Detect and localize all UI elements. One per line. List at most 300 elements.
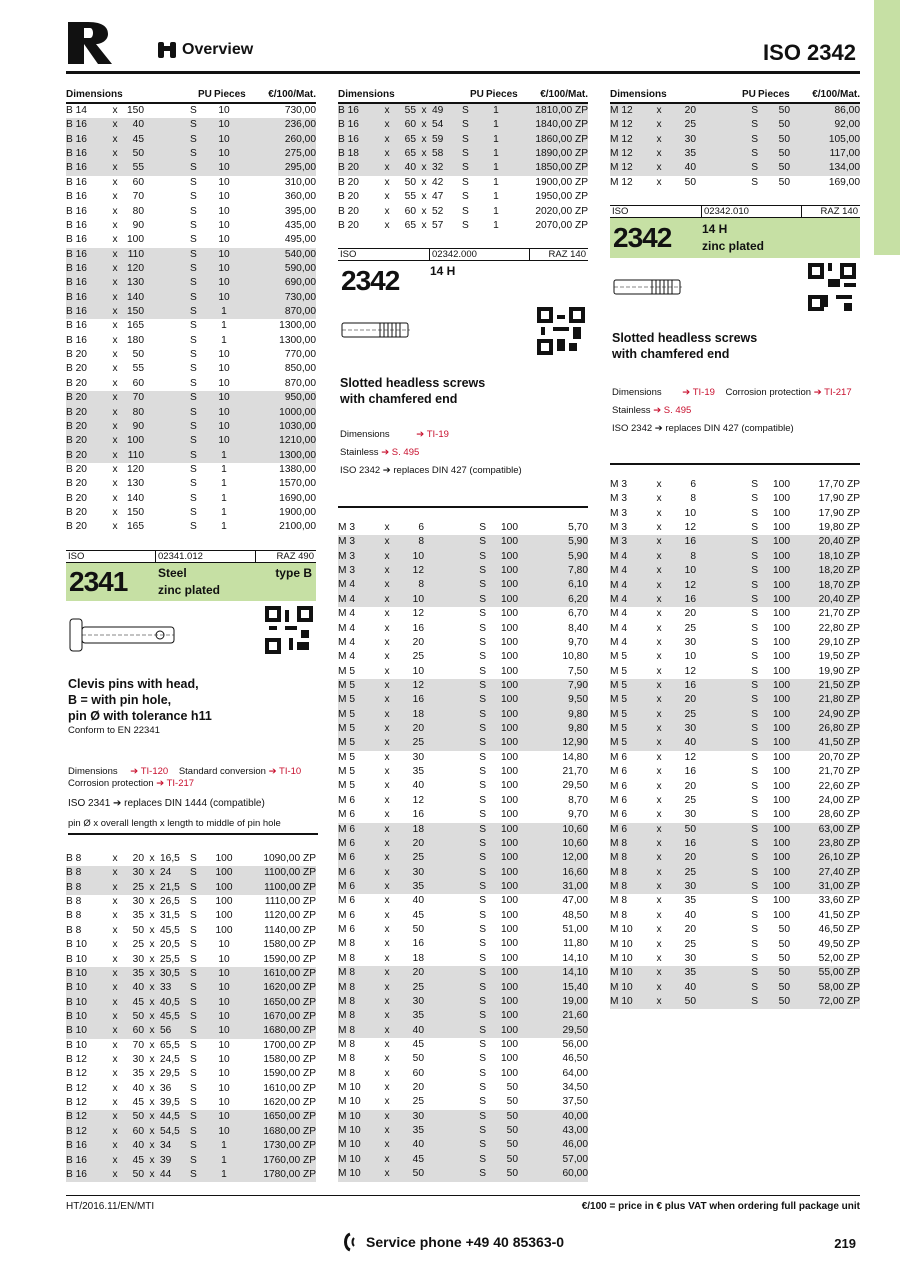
table-row[interactable] — [66, 909, 316, 923]
table-row[interactable] — [610, 535, 860, 549]
cell-length2: 54,5 — [160, 1125, 180, 1137]
product-number: 2342 — [341, 265, 400, 296]
cell-x: x — [112, 406, 118, 418]
cell-x: x — [421, 191, 427, 203]
table-row[interactable] — [66, 953, 316, 967]
cell-x: x — [149, 1054, 155, 1066]
table-row[interactable] — [338, 1124, 588, 1138]
table-row[interactable] — [338, 1081, 588, 1095]
table-row[interactable] — [610, 880, 860, 894]
table-row[interactable] — [338, 1138, 588, 1152]
table-row[interactable] — [610, 176, 860, 190]
cell-price: 1680,00 ZP — [263, 1125, 316, 1137]
section-tab[interactable] — [874, 0, 900, 255]
table-row[interactable] — [66, 1039, 316, 1053]
cell-length2 — [160, 219, 190, 233]
table-row[interactable] — [610, 780, 860, 794]
cell-length2: 54 — [432, 119, 444, 131]
cell-length: 140 — [127, 492, 144, 504]
cell-length: 16 — [684, 837, 696, 849]
table-row[interactable] — [338, 1038, 588, 1052]
table-row[interactable] — [66, 291, 316, 305]
table-row[interactable] — [338, 722, 588, 736]
cell-x: x — [656, 881, 662, 893]
cell-x: x — [384, 1125, 390, 1137]
table-row[interactable] — [338, 823, 588, 837]
cell-price: 33,60 ZP — [818, 895, 860, 907]
table-row[interactable] — [610, 765, 860, 779]
table-row[interactable] — [66, 1110, 316, 1124]
table-row[interactable] — [66, 1010, 316, 1024]
cell-pu: S — [751, 622, 758, 634]
table-row[interactable] — [338, 1095, 588, 1109]
table-row[interactable] — [610, 478, 860, 492]
table-row[interactable] — [66, 1154, 316, 1168]
cell-x: x — [384, 219, 390, 231]
cell-x: x — [149, 896, 155, 908]
cell-length2 — [160, 147, 190, 161]
cell-pieces: 50 — [506, 1096, 518, 1108]
cell-pu: S — [190, 1039, 197, 1051]
table-row[interactable] — [338, 765, 588, 779]
dimensions-label: Dimensions — [612, 387, 662, 398]
cell-x: x — [384, 622, 390, 634]
table-row[interactable] — [66, 205, 316, 219]
table-row[interactable] — [66, 161, 316, 175]
table-row[interactable] — [338, 851, 588, 865]
table-row[interactable] — [610, 579, 860, 593]
cell-size: B 20 — [338, 176, 359, 188]
table-row[interactable] — [338, 751, 588, 765]
cell-length2 — [160, 305, 190, 319]
table-row[interactable] — [66, 1053, 316, 1067]
cell-price: 21,60 — [562, 1010, 588, 1022]
stainless-link[interactable]: ➔ S. 495 — [653, 405, 692, 416]
table-row[interactable] — [610, 679, 860, 693]
table-col2-top — [338, 86, 588, 233]
table-row[interactable] — [610, 118, 860, 132]
cell-pu: S — [479, 1153, 486, 1165]
table-row[interactable] — [338, 622, 588, 636]
table-row[interactable] — [610, 995, 860, 1009]
cell-length: 20 — [684, 924, 696, 936]
table-row[interactable] — [610, 492, 860, 506]
table-row[interactable] — [66, 1024, 316, 1038]
cell-length2 — [160, 362, 190, 376]
cell-x — [144, 492, 160, 506]
table-row[interactable] — [66, 852, 316, 866]
table-row[interactable] — [610, 736, 860, 750]
table-row[interactable] — [338, 133, 588, 147]
table-row[interactable] — [610, 823, 860, 837]
table-row[interactable] — [338, 593, 588, 607]
table-row[interactable] — [338, 808, 588, 822]
qr-code-2342-zinc[interactable] — [808, 263, 856, 311]
table-row[interactable] — [338, 147, 588, 161]
table-row[interactable] — [338, 161, 588, 175]
cell-x: x — [112, 463, 118, 475]
cell-length: 25 — [684, 794, 696, 806]
table-row[interactable] — [66, 334, 316, 348]
table-row[interactable] — [66, 276, 316, 290]
cell-pieces: 50 — [506, 1125, 518, 1137]
table-row[interactable] — [338, 894, 588, 908]
cell-price: 26,10 ZP — [818, 852, 860, 864]
table-row[interactable] — [338, 564, 588, 578]
cell-size: M 12 — [610, 133, 633, 145]
table-row[interactable] — [66, 362, 316, 376]
cell-pieces: 1 — [493, 219, 499, 231]
cell-length: 20 — [412, 837, 424, 849]
cell-size: M 5 — [338, 694, 355, 706]
cell-x: x — [112, 176, 118, 188]
cell-price: 2020,00 ZP — [535, 205, 588, 217]
table-row[interactable] — [610, 564, 860, 578]
cell-pieces: 10 — [218, 162, 230, 174]
cell-length: 10 — [412, 550, 424, 562]
cell-pu: S — [190, 392, 197, 404]
table-row[interactable] — [66, 248, 316, 262]
cell-size: B 12 — [66, 1111, 87, 1123]
cell-x: x — [149, 939, 155, 951]
cell-x: x — [112, 507, 118, 519]
cell-pieces: 100 — [773, 881, 790, 893]
cell-pieces: 100 — [773, 565, 790, 577]
table-row[interactable] — [610, 866, 860, 880]
table-row[interactable] — [610, 104, 860, 118]
table-row[interactable] — [338, 981, 588, 995]
cell-pu: S — [190, 1097, 197, 1109]
table-row[interactable] — [338, 1052, 588, 1066]
table-row[interactable] — [610, 636, 860, 650]
dimensions-label: Dimensions — [68, 766, 118, 777]
table-row[interactable] — [338, 736, 588, 750]
table-row[interactable] — [66, 434, 316, 448]
table-row[interactable] — [610, 622, 860, 636]
table-row[interactable] — [338, 665, 588, 679]
table-row[interactable] — [338, 104, 588, 118]
corrosion-link[interactable]: ➔ TI-217 — [156, 778, 195, 789]
table-row[interactable] — [610, 966, 860, 980]
table-row[interactable] — [66, 1082, 316, 1096]
qr-code-2341[interactable] — [265, 606, 313, 654]
cell-price: 2100,00 — [279, 521, 316, 533]
table-row[interactable] — [610, 161, 860, 175]
table-row[interactable] — [66, 1067, 316, 1081]
table-row[interactable] — [610, 521, 860, 535]
corrosion-link[interactable]: ➔ TI-217 — [813, 387, 852, 398]
table-row[interactable] — [338, 952, 588, 966]
cell-pieces: 100 — [501, 895, 518, 907]
cell-price: 24,00 ZP — [818, 794, 860, 806]
table-row[interactable] — [338, 995, 588, 1009]
table-row[interactable] — [610, 147, 860, 161]
cell-x: x — [384, 1010, 390, 1022]
cell-length: 35 — [412, 766, 424, 778]
table-row[interactable] — [338, 176, 588, 190]
cell-length: 35 — [412, 1125, 424, 1137]
qr-code-2342[interactable] — [537, 307, 585, 355]
table-row[interactable] — [338, 1110, 588, 1124]
table-row[interactable] — [338, 1009, 588, 1023]
table-row[interactable] — [338, 1024, 588, 1038]
cell-price: 1140,00 ZP — [264, 924, 316, 936]
table-row[interactable] — [338, 205, 588, 219]
table-row[interactable] — [66, 305, 316, 319]
table-row[interactable] — [66, 420, 316, 434]
cell-pu: S — [462, 205, 469, 217]
stainless-label: Stainless — [612, 405, 651, 416]
cell-x: x — [421, 133, 427, 145]
cell-length2 — [160, 520, 190, 534]
cell-pieces: 100 — [501, 522, 518, 533]
table-row[interactable] — [610, 923, 860, 937]
cell-pieces: 10 — [218, 248, 230, 260]
table-row[interactable] — [338, 909, 588, 923]
cell-price: 12,00 — [562, 852, 588, 864]
table-row[interactable] — [66, 520, 316, 534]
cell-pieces: 10 — [218, 1111, 230, 1123]
table-row[interactable] — [610, 981, 860, 995]
table-row[interactable] — [66, 967, 316, 981]
cell-x: x — [384, 866, 390, 878]
overview-link[interactable] — [156, 40, 253, 60]
cell-pieces: 100 — [215, 853, 233, 864]
top-rule — [66, 71, 860, 74]
cell-size: M 5 — [610, 737, 627, 749]
cell-length: 12 — [684, 665, 696, 677]
table-row[interactable] — [610, 851, 860, 865]
cell-price: 730,00 — [284, 291, 316, 303]
table-row[interactable] — [610, 665, 860, 679]
cell-length: 55 — [132, 363, 144, 375]
table-row[interactable] — [338, 866, 588, 880]
table-row[interactable] — [610, 837, 860, 851]
table-row[interactable] — [610, 808, 860, 822]
cell-pu: S — [751, 708, 758, 720]
table-row[interactable] — [66, 996, 316, 1010]
table-row[interactable] — [610, 550, 860, 564]
cell-size: M 5 — [338, 665, 355, 677]
table-row[interactable] — [66, 449, 316, 463]
table-row[interactable] — [610, 909, 860, 923]
cell-price: 92,00 — [834, 119, 860, 131]
table-row[interactable] — [610, 722, 860, 736]
table-row[interactable] — [610, 952, 860, 966]
table-row[interactable] — [338, 708, 588, 722]
table-row[interactable] — [338, 535, 588, 549]
cell-size: M 5 — [610, 694, 627, 706]
cell-length: 8 — [418, 579, 424, 591]
cell-size: B 20 — [66, 420, 87, 432]
table-row[interactable] — [610, 894, 860, 908]
table-row[interactable] — [66, 262, 316, 276]
table-row[interactable] — [66, 104, 316, 118]
table-row[interactable] — [338, 837, 588, 851]
cell-pu: S — [190, 291, 197, 303]
service-phone[interactable] — [340, 1232, 564, 1252]
table-row[interactable] — [610, 938, 860, 952]
table-row[interactable] — [338, 521, 588, 535]
table-row[interactable] — [338, 679, 588, 693]
cell-length2: 39 — [160, 1154, 172, 1166]
cell-size: M 10 — [338, 1153, 361, 1165]
table-row[interactable] — [338, 219, 588, 233]
cell-pieces: 100 — [773, 536, 790, 548]
cell-pieces: 1 — [493, 205, 499, 217]
table-row[interactable] — [610, 794, 860, 808]
table-row[interactable] — [66, 1096, 316, 1110]
table-row[interactable] — [66, 463, 316, 477]
table-row[interactable] — [338, 1167, 588, 1181]
table-row[interactable] — [66, 219, 316, 233]
cell-pu: S — [751, 723, 758, 735]
table-col1-top — [66, 86, 316, 535]
table-row[interactable] — [610, 133, 860, 147]
table-row[interactable] — [66, 506, 316, 520]
cell-pu: S — [190, 148, 197, 160]
table-row[interactable] — [610, 593, 860, 607]
cell-x — [144, 104, 160, 118]
cell-length: 90 — [132, 219, 144, 231]
table-row[interactable] — [66, 118, 316, 132]
cell-pu: S — [751, 608, 758, 620]
cell-x: x — [384, 148, 390, 160]
cell-price: 1620,00 ZP — [263, 1097, 316, 1109]
cell-pu: S — [479, 1110, 486, 1122]
cell-size: M 4 — [610, 608, 627, 620]
table-row[interactable] — [338, 966, 588, 980]
dimensions-link[interactable]: ➔ TI-19 — [416, 429, 449, 440]
table-row[interactable] — [66, 1125, 316, 1139]
cell-size: M 8 — [338, 938, 355, 950]
table-row[interactable] — [66, 147, 316, 161]
table-row[interactable] — [338, 1153, 588, 1167]
cell-x: x — [112, 377, 118, 389]
table-row[interactable] — [338, 550, 588, 564]
cell-pu: S — [479, 593, 486, 605]
cell-pieces: 1 — [221, 1168, 227, 1180]
table-row[interactable] — [66, 176, 316, 190]
table-row[interactable] — [338, 794, 588, 808]
table-row[interactable] — [610, 507, 860, 521]
table-row[interactable] — [338, 937, 588, 951]
dimensions-link[interactable]: ➔ TI-120 — [130, 766, 169, 777]
cell-pieces: 100 — [501, 995, 518, 1007]
cell-size: M 6 — [610, 780, 627, 792]
table-row[interactable] — [66, 981, 316, 995]
table-row[interactable] — [66, 319, 316, 333]
table-row[interactable] — [66, 492, 316, 506]
cell-x: x — [656, 694, 662, 706]
table-row[interactable] — [66, 348, 316, 362]
table-row[interactable] — [338, 636, 588, 650]
standard-conversion-link[interactable]: ➔ TI-10 — [268, 766, 302, 777]
cell-size: B 16 — [338, 133, 359, 145]
cell-x — [144, 420, 160, 434]
table-row[interactable] — [338, 650, 588, 664]
table-row[interactable] — [338, 1067, 588, 1081]
cell-price: 770,00 — [284, 349, 316, 361]
cell-length: 30 — [412, 751, 424, 763]
table-row[interactable] — [66, 866, 316, 880]
cell-length: 40 — [684, 737, 696, 749]
cell-size: B 16 — [66, 306, 87, 318]
cell-x: x — [112, 1125, 118, 1137]
cell-pieces: 10 — [218, 105, 230, 116]
table-row[interactable] — [66, 477, 316, 491]
table-row[interactable] — [338, 779, 588, 793]
cell-pieces: 100 — [773, 737, 790, 749]
table-row[interactable] — [66, 1139, 316, 1153]
table-row[interactable] — [338, 880, 588, 894]
cell-x: x — [112, 1068, 118, 1080]
cell-length2 — [160, 104, 190, 118]
table-row[interactable] — [610, 650, 860, 664]
cell-price: 9,80 — [568, 708, 588, 720]
table-row[interactable] — [610, 607, 860, 621]
table-row[interactable] — [338, 190, 588, 204]
table-row[interactable] — [338, 923, 588, 937]
cell-length: 50 — [684, 176, 696, 188]
table-row[interactable] — [66, 133, 316, 147]
table-row[interactable] — [338, 118, 588, 132]
cell-price: 1590,00 ZP — [263, 953, 316, 965]
cell-x: x — [149, 881, 155, 893]
cell-pieces: 1 — [493, 176, 499, 188]
cell-size: B 10 — [66, 1010, 87, 1022]
table-row[interactable] — [66, 895, 316, 909]
cell-price: 21,70 ZP — [818, 608, 860, 620]
stainless-link[interactable]: ➔ S. 495 — [381, 447, 420, 458]
cell-pieces: 100 — [773, 794, 790, 806]
cell-x: x — [656, 938, 662, 950]
cell-length: 25 — [132, 939, 144, 951]
dimensions-link[interactable]: ➔ TI-19 — [682, 387, 715, 398]
cell-length: 20 — [684, 694, 696, 706]
table-row[interactable] — [66, 1168, 316, 1182]
cell-price: 1100,00 ZP — [264, 881, 316, 893]
cell-price: 8,40 — [568, 622, 588, 634]
table-row[interactable] — [338, 607, 588, 621]
table-row[interactable] — [610, 751, 860, 765]
cell-x: x — [112, 1168, 118, 1180]
table-row[interactable] — [338, 578, 588, 592]
table-row[interactable] — [66, 377, 316, 391]
cell-size: M 10 — [338, 1096, 361, 1108]
table-row[interactable] — [66, 924, 316, 938]
cell-length: 45 — [132, 1154, 144, 1166]
cell-pu: S — [190, 377, 197, 389]
cell-length: 45 — [132, 133, 144, 145]
cell-size: M 8 — [610, 852, 627, 864]
table-row[interactable] — [610, 708, 860, 722]
table-row[interactable] — [338, 693, 588, 707]
cell-price: 64,00 — [562, 1067, 588, 1079]
cell-pu: S — [479, 608, 486, 620]
cell-size: M 8 — [338, 952, 355, 964]
cell-price: 52,00 ZP — [818, 952, 860, 964]
cell-x: x — [149, 924, 155, 936]
table-row[interactable] — [66, 406, 316, 420]
table-row[interactable] — [66, 938, 316, 952]
table-row[interactable] — [66, 391, 316, 405]
table-row[interactable] — [66, 233, 316, 247]
cell-x: x — [656, 176, 662, 188]
table-row[interactable] — [610, 693, 860, 707]
table-row[interactable] — [66, 881, 316, 895]
table-row[interactable] — [66, 190, 316, 204]
